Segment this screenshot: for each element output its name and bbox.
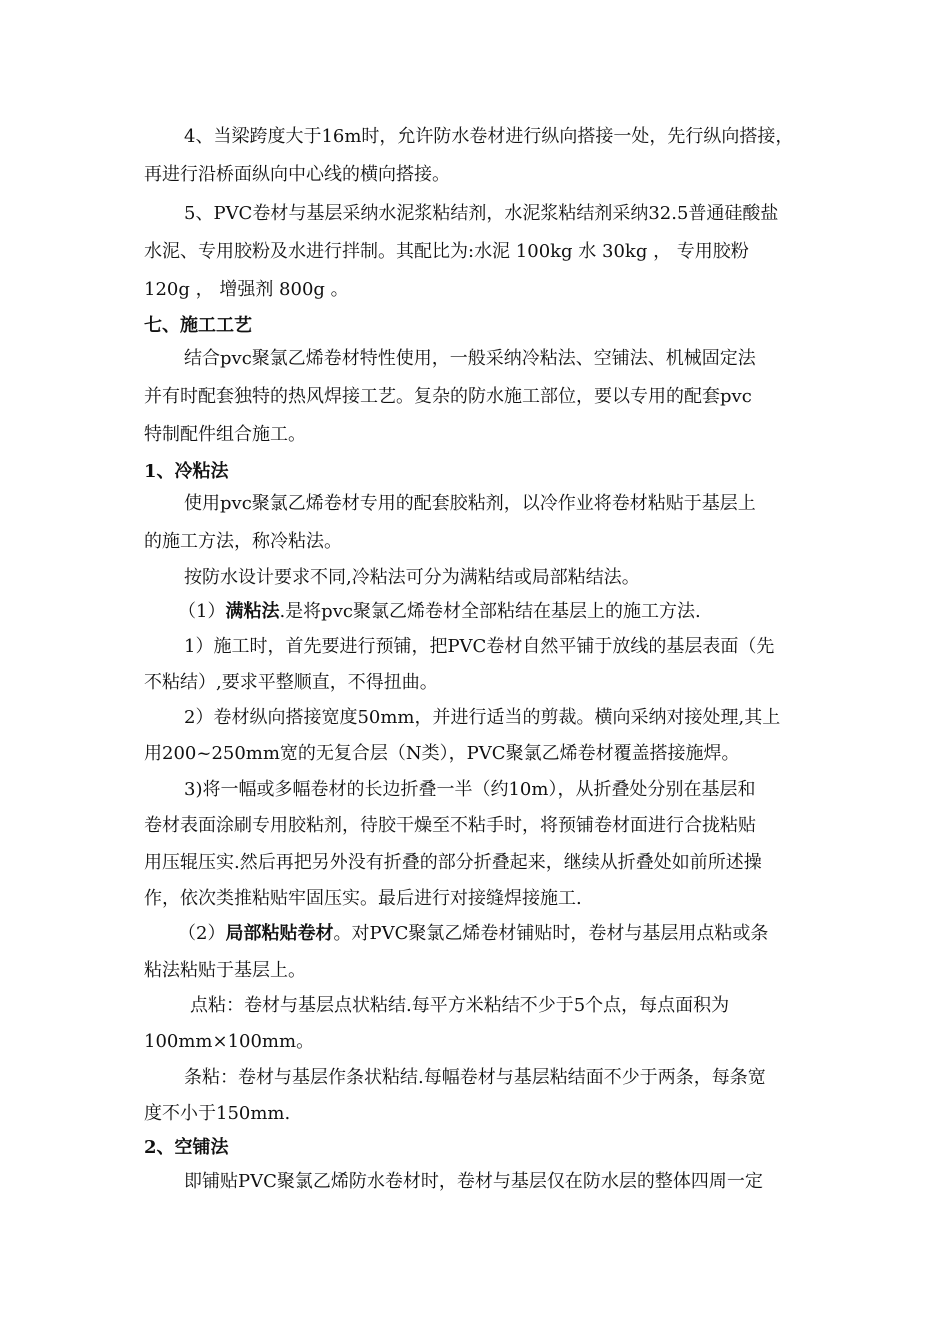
bold-term: 局部粘贴卷材 [225,923,334,944]
item-text: 。对PVC聚氯乙烯卷材铺贴时，卷材与基层用点粘或条 [333,923,769,944]
paragraph-line: 5、PVC卷材与基层采纳水泥浆粘结剂，水泥浆粘结剂采纳32.5普通硅酸盐 [184,203,779,224]
paragraph-line: 结合pvc聚氯乙烯卷材特性使用，一般采纳冷粘法、空铺法、机械固定法 [184,348,756,369]
item-number: （1） [178,601,226,622]
paragraph-line: 2）卷材纵向搭接宽度50mm，并进行适当的剪裁。横向采纳对接处理,其上 [184,707,781,728]
bold-term: 满粘法 [225,601,280,622]
subsection-heading: 2、空铺法 [144,1137,229,1158]
subsection-heading: 1、冷粘法 [144,461,229,482]
paragraph-line: 3)将一幅或多幅卷材的长边折叠一半（约10m），从折叠处分别在基层和 [184,779,756,800]
paragraph-line: 使用pvc聚氯乙烯卷材专用的配套胶粘剂，以冷作业将卷材粘贴于基层上 [184,493,756,514]
paragraph-line: 即铺贴PVC聚氯乙烯防水卷材时，卷材与基层仅在防水层的整体四周一定 [184,1171,763,1192]
paragraph-line-partial-adhesion [0,922,950,946]
paragraph-line: 度不小于150mm. [144,1103,291,1124]
paragraph-line: 4、当梁跨度大于16m时，允许防水卷材进行纵向搭接一处，先行纵向搭接， [184,126,794,147]
paragraph-line: 作，依次类推粘贴牢固压实。最后进行对接缝焊接施工. [144,888,582,909]
paragraph-line: 卷材表面涂刷专用胶粘剂，待胶干燥至不粘手时，将预铺卷材面进行合拢粘贴 [144,815,756,836]
paragraph-line: 不粘结）,要求平整顺直，不得扭曲。 [144,672,438,693]
paragraph-line: 点粘：卷材与基层点状粘结.每平方米粘结不少于5个点，每点面积为 [190,995,730,1016]
section-heading: 七、施工工艺 [144,315,252,336]
paragraph-line: 用200~250mm宽的无复合层（N类），PVC聚氯乙烯卷材覆盖搭接施焊。 [144,743,740,764]
paragraph-line: 并有时配套独特的热风焊接工艺。复杂的防水施工部位，要以专用的配套pvc [144,386,752,407]
paragraph-line: 条粘：卷材与基层作条状粘结.每幅卷材与基层粘结面不少于两条，每条宽 [184,1067,766,1088]
paragraph-line: 1）施工时，首先要进行预铺，把PVC卷材自然平铺于放线的基层表面（先 [184,636,775,657]
paragraph-line: 粘法粘贴于基层上。 [144,960,306,981]
paragraph-line: 120g ， 增强剂 800g 。 [144,279,349,300]
paragraph-line: 用压辊压实.然后再把另外没有折叠的部分折叠起来，继续从折叠处如前所述操 [144,852,762,873]
item-number: （2） [178,923,226,944]
item-text: .是将pvc聚氯乙烯卷材全部粘结在基层上的施工方法. [279,601,701,622]
paragraph-line: 特制配件组合施工。 [144,424,306,445]
paragraph-line: 按防水设计要求不同,冷粘法可分为满粘结或局部粘结法。 [184,567,640,588]
paragraph-line: 100mm×100mm。 [144,1031,315,1052]
paragraph-line: 水泥、专用胶粉及水进行拌制。其配比为:水泥 100kg 水 30kg ， 专用胶粉 [144,241,749,262]
paragraph-line-full-adhesion [0,600,950,624]
paragraph-line: 的施工方法，称冷粘法。 [144,531,342,552]
paragraph-line: 再进行沿桥面纵向中心线的横向搭接。 [144,164,450,185]
